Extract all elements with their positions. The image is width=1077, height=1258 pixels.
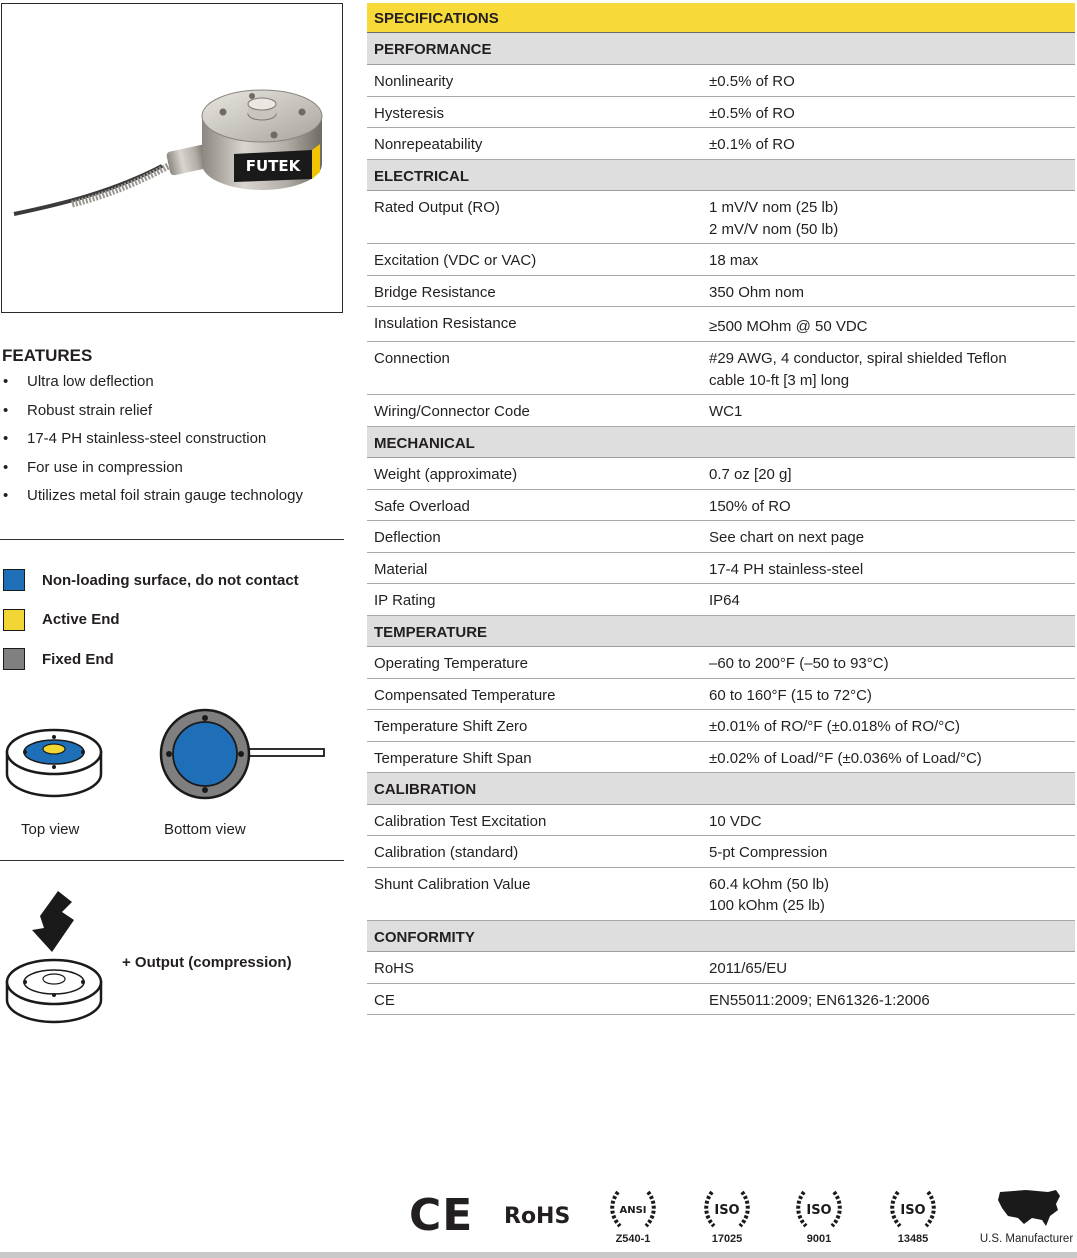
top-view-caption: Top view <box>21 821 80 838</box>
feature-item: • 17-4 PH stainless-steel construction <box>2 430 303 459</box>
param-value: 0.7 oz [20 g] <box>709 466 792 483</box>
legend-label: Fixed End <box>42 650 114 668</box>
table-row <box>367 191 1075 244</box>
param-value: 150% of RO <box>709 497 791 515</box>
table-row <box>367 679 1075 711</box>
output-label: + Output (compression) <box>122 954 292 971</box>
param-value: 17-4 PH stainless-steel <box>709 560 864 578</box>
table-row <box>367 742 1075 774</box>
color-legend <box>3 568 299 687</box>
table-row <box>367 128 1075 160</box>
param-value: 350 Ohm nom <box>709 283 805 301</box>
features-title: FEATURES <box>2 346 93 365</box>
table-row <box>367 458 1075 490</box>
laurel-wreath-icon <box>886 1184 940 1234</box>
feature-item: • Ultra low deflection <box>2 373 303 402</box>
param-label: Shunt Calibration Value <box>374 875 531 893</box>
bottom-view-caption: Bottom view <box>164 821 246 838</box>
param-label: Calibration (standard) <box>374 844 519 861</box>
table-row <box>367 521 1075 553</box>
table-row <box>367 244 1075 276</box>
table-row <box>367 276 1075 308</box>
param-label: Nonrepeatability <box>374 136 483 153</box>
table-row <box>367 868 1075 921</box>
legend-item-non-loading <box>3 568 299 592</box>
legend-swatch-gray <box>3 648 25 670</box>
ansi-caption: Z540-1 <box>615 1233 651 1245</box>
bottom-view-icon <box>161 710 324 798</box>
us-manufacturer-badge <box>978 1180 1075 1250</box>
legend-swatch-yellow <box>3 609 25 631</box>
param-value: ±0.02% of Load/°F (±0.036% of Load/°C) <box>709 749 982 767</box>
param-value: EN55011:2009; EN61326-1:2006 <box>709 991 930 1009</box>
param-value: ±0.01% of RO/°F (±0.018% of RO/°C) <box>709 718 961 735</box>
param-value: ±0.5% of RO <box>709 104 795 122</box>
iso-17025-badge <box>700 1180 754 1250</box>
ce-mark <box>405 1180 474 1250</box>
usa-map-icon <box>996 1186 1066 1230</box>
param-label: Calibration Test Excitation <box>374 812 547 830</box>
feature-item: • Robust strain relief <box>2 402 303 431</box>
param-label: Connection <box>374 350 450 367</box>
section-temperature: TEMPERATURE <box>367 616 1075 648</box>
specifications-title: SPECIFICATIONS <box>367 3 1075 33</box>
compression-icon <box>0 886 120 1026</box>
iso-17025-caption: 17025 <box>711 1233 743 1245</box>
specifications-table <box>367 3 1075 1015</box>
param-label: Excitation (VDC or VAC) <box>374 252 537 269</box>
table-row <box>367 710 1075 742</box>
section-mechanical: MECHANICAL <box>367 427 1075 459</box>
param-value: ≥500 MOhm @ 50 VDC <box>709 318 868 335</box>
param-label: Safe Overload <box>374 497 470 515</box>
param-value: IP64 <box>709 592 740 609</box>
param-label: Wiring/Connector Code <box>374 403 530 420</box>
divider <box>0 860 344 861</box>
output-diagram <box>0 886 344 1026</box>
ansi-badge-text: ANSI <box>619 1205 647 1216</box>
param-value: 1 mV/V nom (25 lb) 2 mV/V nom (50 lb) <box>709 199 839 238</box>
legend-swatch-blue <box>3 569 25 591</box>
product-photo <box>1 3 343 313</box>
param-label: RoHS <box>374 960 415 977</box>
param-label: Bridge Resistance <box>374 283 496 301</box>
section-electrical: ELECTRICAL <box>367 160 1075 192</box>
view-illustrations <box>0 704 344 814</box>
ansi-badge <box>606 1180 660 1250</box>
feature-item: • For use in compression <box>2 459 303 488</box>
table-row <box>367 490 1075 522</box>
param-label: Deflection <box>374 529 441 546</box>
iso-13485-caption: 13485 <box>897 1233 929 1245</box>
table-row <box>367 836 1075 868</box>
table-row <box>367 805 1075 837</box>
param-value: 2011/65/EU <box>709 960 788 977</box>
param-value: #29 AWG, 4 conductor, spiral shielded Teflon cable 10-ft [3 m] long <box>709 350 1007 389</box>
param-label: Rated Output (RO) <box>374 199 500 216</box>
rohs-logo-text: RoHS <box>504 1204 571 1229</box>
param-value: –60 to 200°F (–50 to 93°C) <box>709 655 889 672</box>
iso-13485-badge <box>886 1180 940 1250</box>
ce-logo-text: CE <box>409 1190 474 1241</box>
features-list <box>2 373 303 516</box>
iso-badge-text: ISO <box>900 1203 926 1218</box>
load-cell-image <box>2 4 342 312</box>
iso-9001-badge <box>792 1180 846 1250</box>
param-value: WC1 <box>709 403 743 420</box>
divider <box>0 539 344 540</box>
table-row <box>367 65 1075 97</box>
iso-9001-caption: 9001 <box>806 1233 832 1245</box>
force-arrow-icon <box>32 891 74 952</box>
param-value: 18 max <box>709 252 759 269</box>
legend-item-fixed-end <box>3 647 299 671</box>
param-label: CE <box>374 991 395 1009</box>
param-label: Nonlinearity <box>374 73 454 90</box>
top-view-icon <box>7 730 101 796</box>
rohs-mark <box>500 1180 574 1250</box>
section-conformity: CONFORMITY <box>367 921 1075 953</box>
laurel-wreath-icon <box>606 1184 660 1234</box>
param-label: Operating Temperature <box>374 655 528 672</box>
feature-item: • Utilizes metal foil strain gauge technology <box>2 487 303 516</box>
param-label: Material <box>374 560 428 578</box>
section-calibration: CALIBRATION <box>367 773 1075 805</box>
param-label: Hysteresis <box>374 104 445 122</box>
param-label: Temperature Shift Span <box>374 749 532 767</box>
table-row <box>367 647 1075 679</box>
table-row <box>367 97 1075 129</box>
param-label: Weight (approximate) <box>374 466 518 483</box>
table-row <box>367 553 1075 585</box>
laurel-wreath-icon <box>700 1184 754 1234</box>
table-row <box>367 342 1075 395</box>
param-value: See chart on next page <box>709 529 865 546</box>
table-row <box>367 952 1075 984</box>
param-label: Temperature Shift Zero <box>374 718 528 735</box>
laurel-wreath-icon <box>792 1184 846 1234</box>
legend-item-active-end <box>3 608 299 632</box>
legend-label: Non-loading surface, do not contact <box>42 571 299 589</box>
param-label: Compensated Temperature <box>374 686 556 704</box>
table-row <box>367 307 1075 342</box>
param-value: ±0.1% of RO <box>709 136 795 153</box>
footer-bar <box>0 1252 1077 1258</box>
param-value: 10 VDC <box>709 812 762 830</box>
views-diagram <box>0 704 344 844</box>
param-label: Insulation Resistance <box>374 315 517 332</box>
iso-badge-text: ISO <box>806 1203 832 1218</box>
iso-badge-text: ISO <box>714 1203 740 1218</box>
table-row <box>367 395 1075 427</box>
section-performance: PERFORMANCE <box>367 33 1075 65</box>
param-value: 60.4 kOhm (50 lb) 100 kOhm (25 lb) <box>709 875 830 914</box>
brand-logo: FUTEK <box>245 157 301 175</box>
param-label: IP Rating <box>374 592 436 609</box>
param-value: 5-pt Compression <box>709 844 828 861</box>
param-value: 60 to 160°F (15 to 72°C) <box>709 686 872 704</box>
us-manufacturer-caption: U.S. Manufacturer <box>979 1233 1074 1245</box>
legend-label: Active End <box>42 611 120 628</box>
table-row <box>367 984 1075 1016</box>
param-value: ±0.5% of RO <box>709 73 795 90</box>
table-row <box>367 584 1075 616</box>
